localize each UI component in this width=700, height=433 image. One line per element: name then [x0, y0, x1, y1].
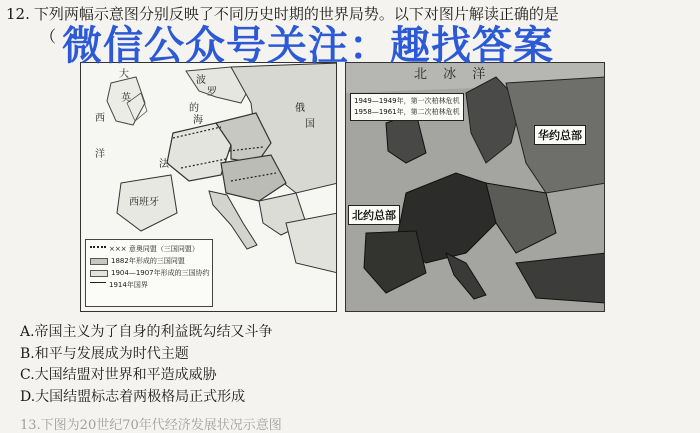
map-label-7: 海	[193, 115, 203, 126]
legend-row-4: 1914年国界	[90, 279, 208, 291]
map-label-2: 西	[95, 113, 105, 124]
nato-hq-label: 北约总部	[348, 205, 400, 225]
answer-options	[20, 322, 273, 408]
legend-row-2: 1882年形成的三国同盟	[90, 255, 208, 267]
map-label-6: 的	[189, 103, 199, 114]
answer-paren: （	[40, 27, 57, 46]
warsaw-pact-hq-label: 华约总部	[534, 125, 586, 145]
option-d[interactable]: D.大国结盟标志着两极格局正式形成	[20, 388, 246, 405]
question-text: 下列两幅示意图分别反映了不同历史时期的世界局势。以下对图片解读正确的是	[33, 5, 559, 23]
berlin-crisis-note: 1949—1949年，第一次柏林危机 1958—1961年，第二次柏林危机	[350, 93, 464, 121]
arctic-ocean-label: 北 冰 洋	[414, 67, 492, 82]
question-number: 12.	[6, 5, 30, 23]
option-a[interactable]: A.帝国主义为了自身的利益既勾结又斗争	[20, 324, 273, 340]
next-question-partial: 13.下图为20世纪70年代经济发展状况示意图	[20, 418, 282, 433]
map-cold-war-europe	[345, 62, 605, 312]
map-label-9: 国	[305, 119, 315, 130]
legend-row-1: ××× 意奥同盟（三国同盟）	[90, 243, 208, 255]
watermark-overlay: 微信公众号关注：趣找答案	[62, 23, 554, 69]
map-label-4: 波	[196, 75, 206, 86]
map-label-spain: 西班牙	[129, 197, 159, 208]
legend-row-3: 1904—1907年形成的三国协约	[90, 267, 208, 279]
map-legend	[85, 239, 213, 307]
map-label-britain: 英	[121, 93, 131, 104]
map-label-1: 大	[119, 69, 129, 80]
map-label-3: 洋	[95, 149, 105, 160]
option-c[interactable]: C.大国结盟对世界和平造成威胁	[20, 367, 217, 383]
option-b[interactable]: B.和平与发展成为时代主题	[20, 345, 189, 362]
map-label-8: 俄	[295, 103, 305, 114]
map-prewar-europe	[80, 62, 337, 312]
map-label-5: 罗	[207, 87, 217, 98]
map-label-france: 法	[159, 159, 169, 170]
